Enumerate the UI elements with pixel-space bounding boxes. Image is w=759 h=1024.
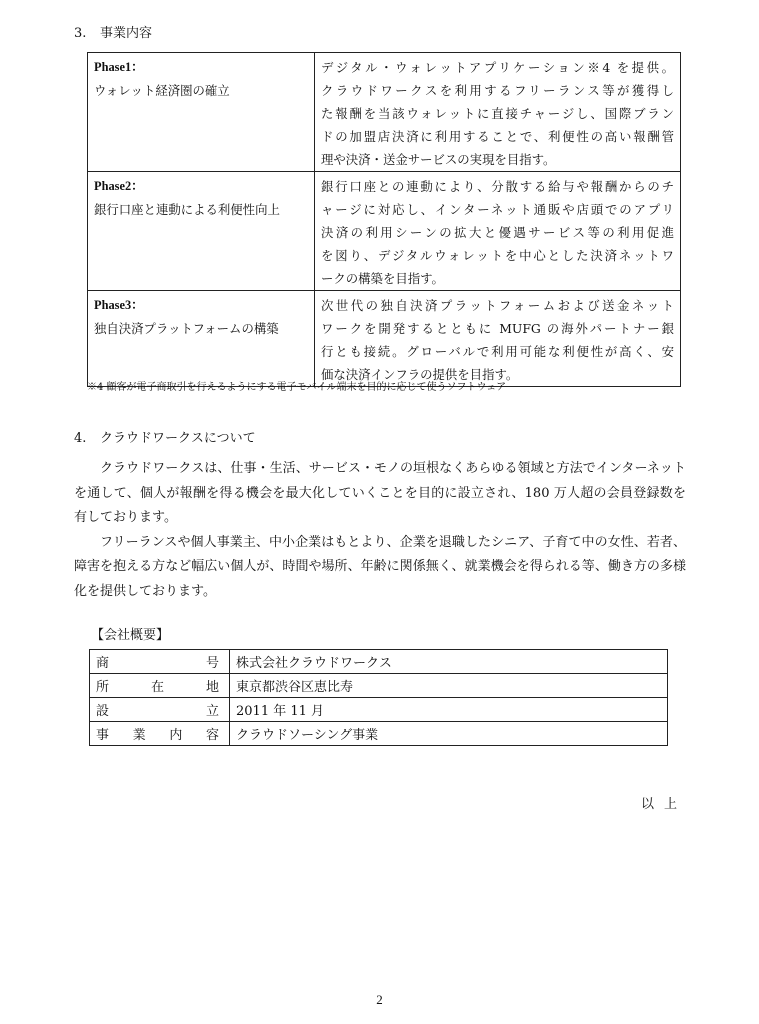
desc-line: 価な決済インフラの提供を目指す。 bbox=[321, 367, 519, 382]
section-number: 3. bbox=[74, 26, 87, 41]
page-number: 2 bbox=[376, 992, 383, 1007]
section-title: 事業内容 bbox=[100, 26, 153, 41]
company-value: 2011 年 11 月 bbox=[230, 698, 668, 722]
section-title: クラウドワークスについて bbox=[100, 431, 256, 446]
company-heading: 【会社概要】 bbox=[91, 628, 170, 643]
phase-description bbox=[315, 53, 681, 172]
desc-line: 行とも接続。グローバルで利用可能な利便性が高く、安 bbox=[321, 344, 674, 359]
table-row bbox=[90, 650, 668, 674]
table-row bbox=[88, 53, 681, 172]
company-value: 株式会社クラウドワークス bbox=[230, 650, 668, 674]
paragraph: クラウドワークスは、仕事・生活、サービス・モノの垣根なくあらゆる領域と方法でインターネットを通して、個人が報酬を得る機会を最大化していくことを目的に設立され、180 万人超の会員登録数を有しております。 bbox=[74, 461, 686, 525]
table-row bbox=[88, 172, 681, 291]
phase-title: 銀行口座と連動による利便性向上 bbox=[94, 202, 280, 217]
closing-mark: 以上 bbox=[640, 797, 687, 812]
phase-cell bbox=[88, 291, 315, 387]
company-table bbox=[89, 649, 668, 746]
company-value: クラウドソーシング事業 bbox=[230, 722, 668, 746]
company-key: 商号 bbox=[90, 650, 230, 674]
section-3-heading bbox=[74, 22, 152, 41]
section-number: 4. bbox=[74, 431, 87, 446]
paragraph: フリーランスや個人事業主、中小企業はもとより、企業を退職したシニア、子育て中の女性、若者、障害を抱える方など幅広い個人が、時間や場所、年齢に関係無く、就業機会を得られる等、働き方の多様化を提供しております。 bbox=[74, 534, 686, 599]
company-key: 事業内容 bbox=[90, 722, 230, 746]
desc-line: ークの構築を目指す。 bbox=[321, 271, 444, 286]
company-key: 設立 bbox=[90, 698, 230, 722]
table-row bbox=[90, 722, 668, 746]
phase-description bbox=[315, 291, 681, 387]
desc-line: デジタル・ウォレットアプリケーション※4 を提供。 bbox=[321, 60, 674, 75]
phases-table bbox=[87, 52, 681, 387]
table-row bbox=[90, 698, 668, 722]
phase-title: 独自決済プラットフォームの構築 bbox=[94, 321, 279, 336]
desc-line: 次世代の独自決済プラットフォームおよび送金ネット bbox=[321, 298, 674, 313]
phase-title: ウォレット経済圏の確立 bbox=[94, 83, 230, 98]
section-4-heading bbox=[74, 427, 256, 446]
phase-label: Phase2： bbox=[94, 179, 144, 193]
phase-label: Phase3： bbox=[94, 298, 144, 312]
company-value: 東京都渋谷区恵比寿 bbox=[230, 674, 668, 698]
desc-line: クラウドワークスを利用するフリーランス等が獲得し bbox=[321, 83, 674, 98]
desc-line: ャージに対応し、インターネット通販や店頭でのアプリ bbox=[321, 202, 674, 217]
desc-line: ワークを開発するとともに MUFG の海外パートナー銀 bbox=[321, 321, 674, 336]
desc-line: ドの加盟店決済に利用することで、利便性の高い報酬管 bbox=[321, 129, 674, 144]
phase-description bbox=[315, 172, 681, 291]
phase-cell bbox=[88, 172, 315, 291]
desc-line: た報酬を当該ウォレットに直接チャージし、国際ブラン bbox=[321, 106, 674, 121]
footnote: ※4 顧客が電子商取引を行えるようにする電子モバイル端末を目的に応じて使うソフトウェア bbox=[87, 382, 507, 393]
desc-line: 銀行口座との連動により、分散する給与や報酬からのチ bbox=[321, 179, 674, 194]
desc-line: 理や決済・送金サービスの実現を目指す。 bbox=[321, 152, 556, 167]
phase-label: Phase1： bbox=[94, 60, 144, 74]
table-row bbox=[88, 291, 681, 387]
section-4-body bbox=[74, 457, 686, 604]
desc-line: 決済の利用シーンの拡大と優遇サービス等の利用促進 bbox=[321, 225, 674, 240]
company-key: 所在地 bbox=[90, 674, 230, 698]
phase-cell bbox=[88, 53, 315, 172]
table-row bbox=[90, 674, 668, 698]
desc-line: を図り、デジタルウォレットを中心とした決済ネットワ bbox=[321, 248, 674, 263]
